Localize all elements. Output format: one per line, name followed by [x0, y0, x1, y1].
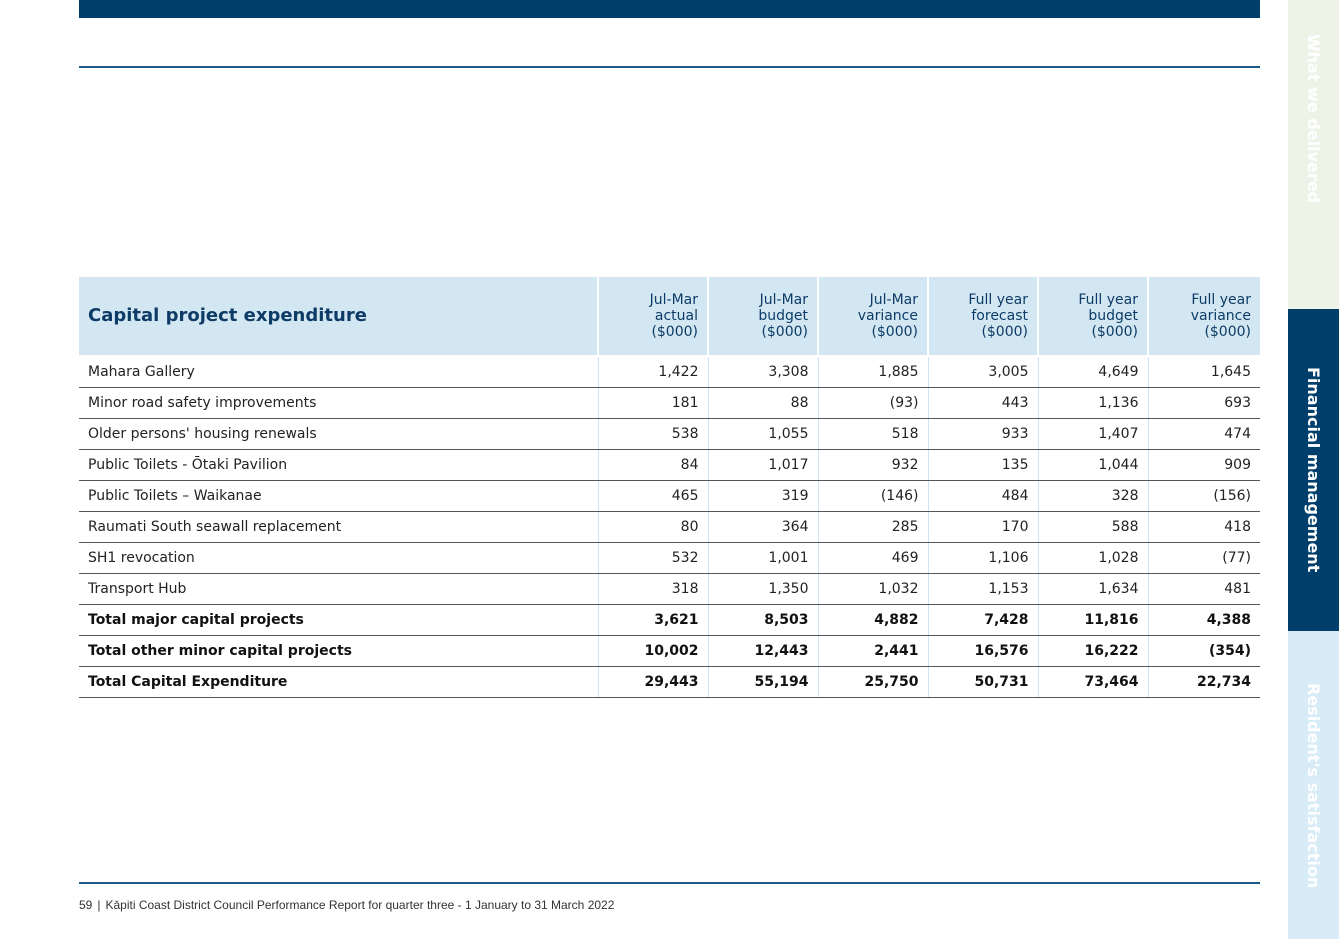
row-label: Total other minor capital projects	[79, 636, 598, 667]
side-tab-residents-satisfaction[interactable]	[1288, 631, 1339, 939]
cell-value: 1,017	[708, 450, 818, 481]
cell-value: 318	[598, 574, 708, 605]
table-total-row	[79, 605, 1260, 636]
side-tab-label: Resident's satisfaction	[1304, 683, 1323, 889]
cell-value: 3,621	[598, 605, 708, 636]
cell-value: 364	[708, 512, 818, 543]
table-row	[79, 388, 1260, 419]
cell-value: 1,032	[818, 574, 928, 605]
row-label: Mahara Gallery	[79, 356, 598, 388]
column-header-line: ($000)	[871, 324, 918, 340]
cell-value: 1,634	[1038, 574, 1148, 605]
table-row	[79, 543, 1260, 574]
cell-value: 469	[818, 543, 928, 574]
cell-value: 588	[1038, 512, 1148, 543]
table-body	[79, 356, 1260, 698]
table-row	[79, 512, 1260, 543]
cell-value: 88	[708, 388, 818, 419]
column-header-line: ($000)	[761, 324, 808, 340]
table-title: Capital project expenditure	[79, 277, 598, 356]
cell-value: 1,350	[708, 574, 818, 605]
footer-rule	[79, 882, 1260, 884]
cell-value: 84	[598, 450, 708, 481]
cell-value: 2,441	[818, 636, 928, 667]
table-row	[79, 574, 1260, 605]
cell-value: 909	[1148, 450, 1260, 481]
column-header-line: Jul-Mar	[759, 292, 808, 308]
cell-value: 443	[928, 388, 1038, 419]
column-header	[1148, 277, 1260, 356]
cell-value: 474	[1148, 419, 1260, 450]
cell-value: 1,106	[928, 543, 1038, 574]
side-tab-label: Financial management	[1304, 367, 1323, 573]
cell-value: 50,731	[928, 667, 1038, 698]
cell-value: 135	[928, 450, 1038, 481]
page-number: 59	[79, 898, 93, 912]
cell-value: 1,422	[598, 356, 708, 388]
row-label: Public Toilets – Waikanae	[79, 481, 598, 512]
row-label: Minor road safety improvements	[79, 388, 598, 419]
cell-value: 4,388	[1148, 605, 1260, 636]
row-label: Total major capital projects	[79, 605, 598, 636]
cell-value: 418	[1148, 512, 1260, 543]
column-header-line: Full year	[1191, 292, 1251, 308]
column-header-line: Jul-Mar	[869, 292, 918, 308]
cell-value: (146)	[818, 481, 928, 512]
row-label: Total Capital Expenditure	[79, 667, 598, 698]
column-header-line: Jul-Mar	[649, 292, 698, 308]
page-footer	[79, 898, 614, 912]
capital-expenditure-table	[79, 277, 1260, 698]
cell-value: 4,649	[1038, 356, 1148, 388]
cell-value: 80	[598, 512, 708, 543]
cell-value: 8,503	[708, 605, 818, 636]
row-label: Transport Hub	[79, 574, 598, 605]
table-header-row	[79, 277, 1260, 356]
cell-value: 29,443	[598, 667, 708, 698]
cell-value: 16,576	[928, 636, 1038, 667]
column-header-line: Full year	[968, 292, 1028, 308]
column-header	[928, 277, 1038, 356]
cell-value: (354)	[1148, 636, 1260, 667]
column-header-line: variance	[1190, 308, 1251, 324]
header-bar	[79, 0, 1260, 18]
side-tab-label: What we delivered	[1304, 33, 1323, 203]
cell-value: 932	[818, 450, 928, 481]
cell-value: 1,055	[708, 419, 818, 450]
row-label: Older persons' housing renewals	[79, 419, 598, 450]
column-header-line: ($000)	[1204, 324, 1251, 340]
footer-separator: |	[97, 898, 101, 912]
cell-value: 22,734	[1148, 667, 1260, 698]
column-header	[1038, 277, 1148, 356]
column-header-line: budget	[758, 308, 808, 324]
table-row	[79, 356, 1260, 388]
table-row	[79, 450, 1260, 481]
cell-value: 10,002	[598, 636, 708, 667]
column-header-line: ($000)	[1091, 324, 1138, 340]
cell-value: 12,443	[708, 636, 818, 667]
cell-value: 1,001	[708, 543, 818, 574]
cell-value: 1,044	[1038, 450, 1148, 481]
cell-value: 693	[1148, 388, 1260, 419]
column-header-line: ($000)	[651, 324, 698, 340]
side-tab-financial-management[interactable]	[1288, 309, 1339, 631]
header-rule	[79, 66, 1260, 68]
cell-value: 1,885	[818, 356, 928, 388]
cell-value: (93)	[818, 388, 928, 419]
row-label: SH1 revocation	[79, 543, 598, 574]
column-header-line: actual	[654, 308, 698, 324]
column-header-line: forecast	[971, 308, 1028, 324]
cell-value: (77)	[1148, 543, 1260, 574]
cell-value: 1,407	[1038, 419, 1148, 450]
cell-value: 1,153	[928, 574, 1038, 605]
cell-value: 16,222	[1038, 636, 1148, 667]
cell-value: 518	[818, 419, 928, 450]
cell-value: 933	[928, 419, 1038, 450]
cell-value: 7,428	[928, 605, 1038, 636]
column-header-line: budget	[1088, 308, 1138, 324]
cell-value: (156)	[1148, 481, 1260, 512]
row-label: Raumati South seawall replacement	[79, 512, 598, 543]
cell-value: 532	[598, 543, 708, 574]
column-header	[598, 277, 708, 356]
column-header	[708, 277, 818, 356]
column-header-line: ($000)	[981, 324, 1028, 340]
cell-value: 181	[598, 388, 708, 419]
cell-value: 538	[598, 419, 708, 450]
cell-value: 4,882	[818, 605, 928, 636]
row-label: Public Toilets - Ōtaki Pavilion	[79, 450, 598, 481]
cell-value: 3,308	[708, 356, 818, 388]
table-row	[79, 481, 1260, 512]
column-header-line: variance	[857, 308, 918, 324]
cell-value: 328	[1038, 481, 1148, 512]
cell-value: 73,464	[1038, 667, 1148, 698]
side-tab-what-we-delivered[interactable]	[1288, 0, 1339, 309]
table-total-row	[79, 636, 1260, 667]
footer-text: Kāpiti Coast District Council Performance Report for quarter three - 1 January to 31 March 2022	[105, 898, 615, 912]
cell-value: 285	[818, 512, 928, 543]
cell-value: 25,750	[818, 667, 928, 698]
cell-value: 1,645	[1148, 356, 1260, 388]
cell-value: 481	[1148, 574, 1260, 605]
cell-value: 170	[928, 512, 1038, 543]
cell-value: 319	[708, 481, 818, 512]
column-header-line: Full year	[1078, 292, 1138, 308]
cell-value: 465	[598, 481, 708, 512]
cell-value: 3,005	[928, 356, 1038, 388]
column-header	[818, 277, 928, 356]
table-total-row	[79, 667, 1260, 698]
cell-value: 1,136	[1038, 388, 1148, 419]
cell-value: 1,028	[1038, 543, 1148, 574]
cell-value: 11,816	[1038, 605, 1148, 636]
table-row	[79, 419, 1260, 450]
cell-value: 55,194	[708, 667, 818, 698]
cell-value: 484	[928, 481, 1038, 512]
